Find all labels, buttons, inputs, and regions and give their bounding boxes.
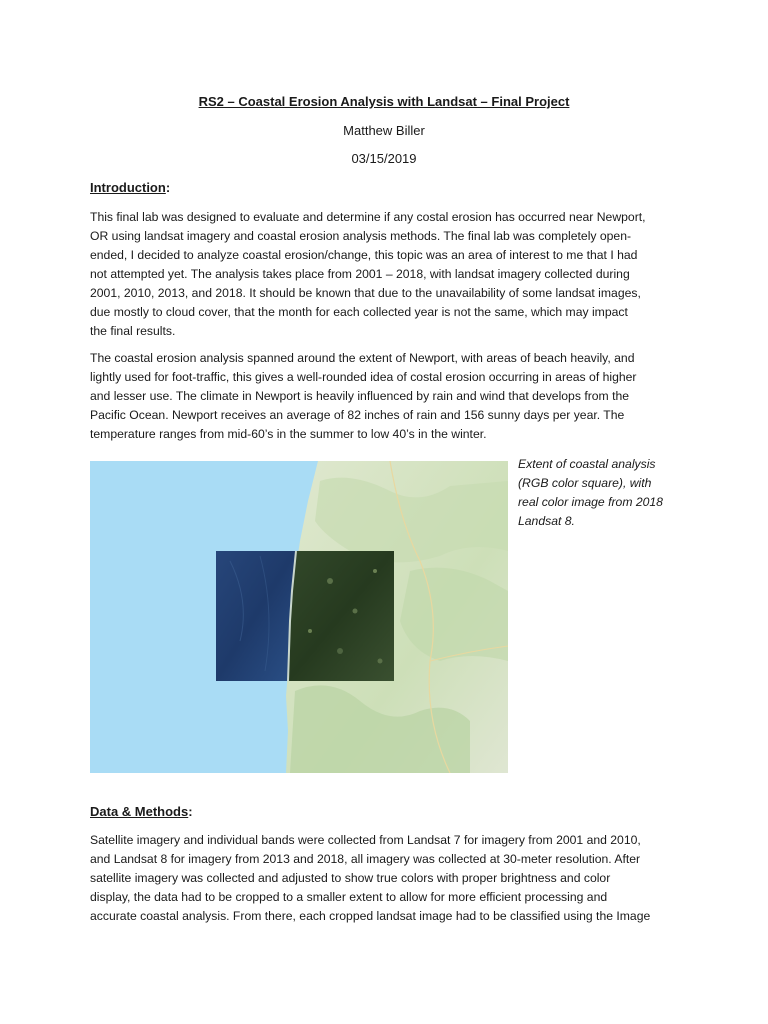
coastal-extent-map-figure <box>90 461 508 773</box>
text-line: display, the data had to be cropped to a smaller extent to allow for more efficient processing and <box>90 890 608 904</box>
text-line: accurate coastal analysis. From there, each cropped landsat image had to be classified using the Image <box>90 909 651 923</box>
caption-line: Extent of coastal analysis <box>518 457 656 471</box>
clearing-spot <box>373 569 377 573</box>
introduction-paragraph-2 <box>90 349 680 444</box>
text-line: OR using landsat imagery and coastal erosion analysis methods. The final lab was completely open- <box>90 229 632 243</box>
document-date: 03/15/2019 <box>351 151 417 166</box>
caption-line: (RGB color square), with <box>518 476 652 490</box>
document-title: RS2 – Coastal Erosion Analysis with Landsat – Final Project <box>198 94 570 109</box>
text-line: This final lab was designed to evaluate and determine if any costal erosion has occurred near Newport, <box>90 210 646 224</box>
text-line: due mostly to cloud cover, that the month for each collected year is not the same, which may impact <box>90 305 628 319</box>
clearing-spot <box>378 659 383 664</box>
coastal-extent-map <box>90 461 508 773</box>
text-line: ended, I decided to analyze coastal erosion/change, this topic was an area of interest to me that I had <box>90 248 638 262</box>
text-line: and Landsat 8 for imagery from 2013 and 2018, all imagery was collected at 30-meter resolution. After <box>90 852 641 866</box>
introduction-heading-text: Introduction <box>90 180 166 195</box>
introduction-paragraph-1 <box>90 208 680 341</box>
text-line: temperature ranges from mid-60’s in the summer to low 40’s in the winter. <box>90 427 487 441</box>
text-line: Pacific Ocean. Newport receives an average of 82 inches of rain and 156 sunny days per year. The <box>90 408 625 422</box>
text-line: Satellite imagery and individual bands were collected from Landsat 7 for imagery from 2001 and 2010, <box>90 833 641 847</box>
rgb-imagery-square <box>216 551 394 681</box>
clearing-spot <box>337 648 343 654</box>
clearing-spot <box>308 629 312 633</box>
data-methods-heading-colon: : <box>188 804 193 819</box>
text-line: 2001, 2010, 2013, and 2018. It should be known that due to the unavailability of some landsat images, <box>90 286 641 300</box>
text-line: lightly used for foot-traffic, this gives a well-rounded idea of costal erosion occurring in areas of higher <box>90 370 637 384</box>
text-line: the final results. <box>90 324 176 338</box>
figure-caption <box>518 455 698 531</box>
imagery-water <box>216 551 296 681</box>
caption-line: Landsat 8. <box>518 514 575 528</box>
text-line: satellite imagery was collected and adjusted to show true colors with proper brightness and color <box>90 871 611 885</box>
clearing-spot <box>327 578 333 584</box>
data-methods-heading <box>90 804 193 819</box>
data-methods-heading-text: Data & Methods <box>90 804 189 819</box>
document-author: Matthew Biller <box>343 123 425 138</box>
introduction-heading-colon: : <box>165 180 171 195</box>
text-line: and lesser use. The climate in Newport is heavily influenced by rain and wind that develops from the <box>90 389 630 403</box>
data-methods-paragraph <box>90 831 680 926</box>
introduction-heading <box>90 180 170 195</box>
clearing-spot <box>353 609 358 614</box>
caption-line: real color image from 2018 <box>518 495 663 509</box>
text-line: The coastal erosion analysis spanned around the extent of Newport, with areas of beach heavily, and <box>90 351 635 365</box>
text-line: not attempted yet. The analysis takes place from 2001 – 2018, with landsat imagery collected during <box>90 267 630 281</box>
